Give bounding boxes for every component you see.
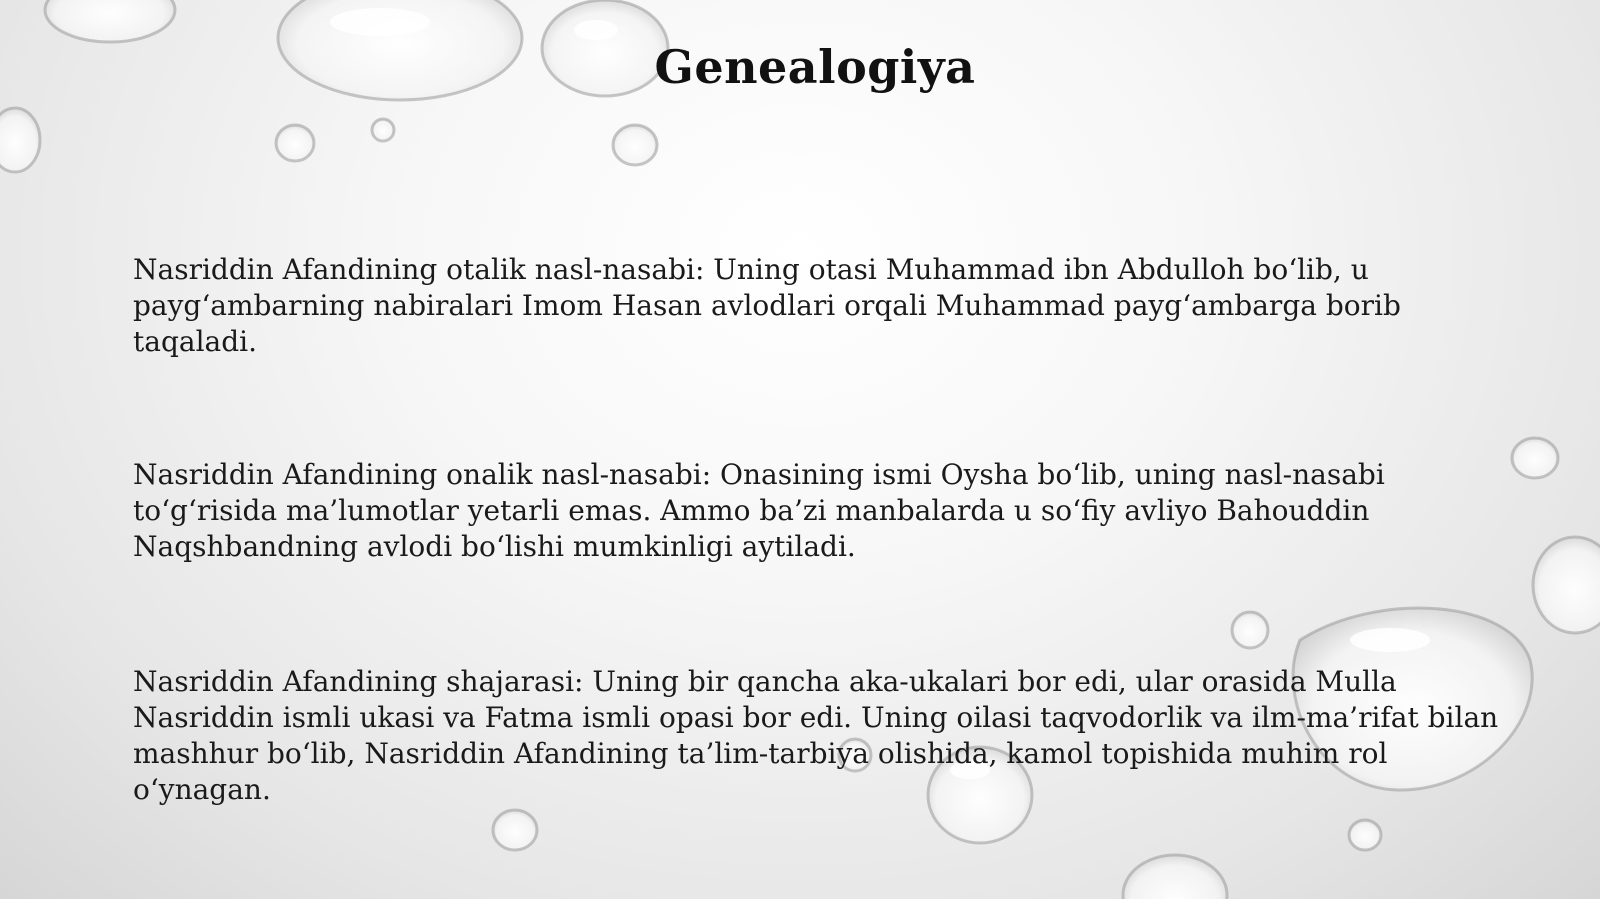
slide-title: Genealogiya: [654, 40, 976, 94]
paragraph-paternal-lineage: Nasriddin Afandining otalik nasl-nasabi: Uning otasi Muhammad ibn Abdulloh bo‘lib, u payg‘ambarning nabiralari Imom Hasan avlodlari orqali Muhammad payg‘ambarga borib taqaladi.: [133, 253, 1401, 358]
paragraph-family-tree: Nasriddin Afandining shajarasi: Uning bir qancha aka-ukalari bor edi, ular orasida Mulla Nasriddin ismli ukasi va Fatma ismli opasi bor edi. Uning oilasi taqvodorlik va ilm-ma’rifat bilan mashhur bo‘lib, Nasriddin Afandining ta’lim-tarbiya olishida, kamol topishida muhim rol o‘ynagan.: [133, 665, 1499, 806]
paragraph-maternal-lineage: Nasriddin Afandining onalik nasl-nasabi: Onasining ismi Oysha bo‘lib, uning nasl-nasabi to‘g‘risida ma’lumotlar yetarli emas. Ammo ba’zi manbalarda u so‘fiy avliyo Bahouddin Naqshbandning avlodi bo‘lishi mumkinligi aytiladi.: [133, 458, 1385, 563]
